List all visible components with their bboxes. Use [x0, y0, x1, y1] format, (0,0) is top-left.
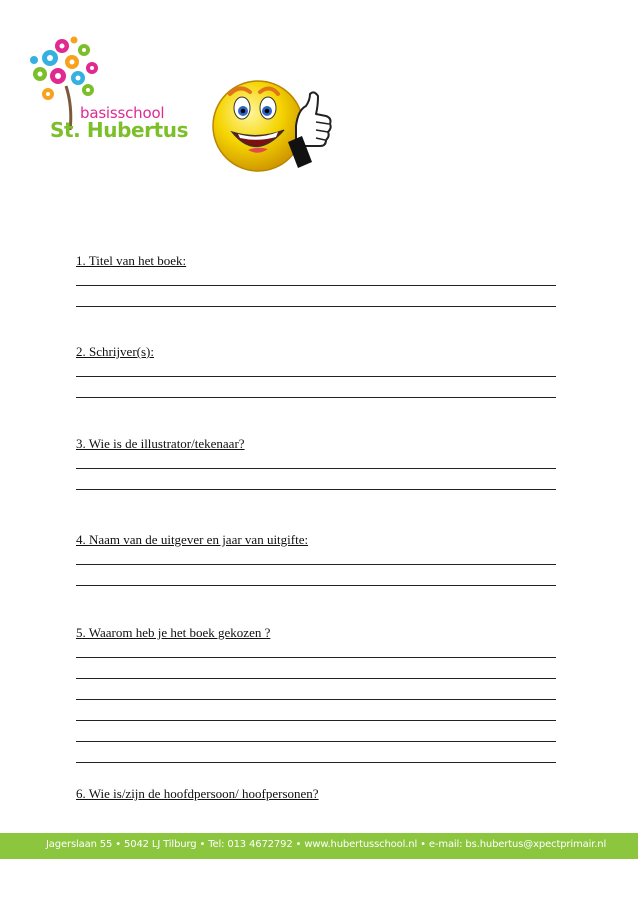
footer-contact-text: Jagerslaan 55 • 5042 LJ Tilburg • Tel: 013 4672792 • www.hubertusschool.nl • e-mail: bs.hubertus@xpectprimair.nl: [46, 839, 607, 850]
school-name-line1: basisschool: [80, 104, 165, 122]
answer-line[interactable]: [76, 678, 556, 679]
answer-line[interactable]: [76, 657, 556, 658]
question-label-3: 3. Wie is de illustrator/tekenaar?: [76, 436, 245, 451]
answer-line[interactable]: [76, 489, 556, 490]
answer-line[interactable]: [76, 585, 556, 586]
question-label-4: 4. Naam van de uitgever en jaar van uitgifte:: [76, 532, 309, 547]
answer-line[interactable]: [76, 564, 556, 565]
answer-line[interactable]: [76, 285, 556, 286]
thumbs-up-smiley-icon: [206, 70, 336, 180]
answer-line[interactable]: [76, 762, 556, 763]
answer-line[interactable]: [76, 699, 556, 700]
answer-line[interactable]: [76, 397, 556, 398]
answer-line[interactable]: [76, 720, 556, 721]
question-label-2: 2. Schrijver(s):: [76, 344, 154, 359]
question-label-6: 6. Wie is/zijn de hoofdpersoon/ hoofpersonen?: [76, 786, 319, 801]
footer-bar: [0, 833, 638, 859]
answer-line[interactable]: [76, 306, 556, 307]
answer-line[interactable]: [76, 376, 556, 377]
question-label-5: 5. Waarom heb je het boek gekozen ?: [76, 625, 271, 640]
answer-line[interactable]: [76, 468, 556, 469]
answer-line[interactable]: [76, 741, 556, 742]
school-name-line2: St. Hubertus: [50, 118, 189, 142]
question-label-1: 1. Titel van het boek:: [76, 253, 187, 268]
